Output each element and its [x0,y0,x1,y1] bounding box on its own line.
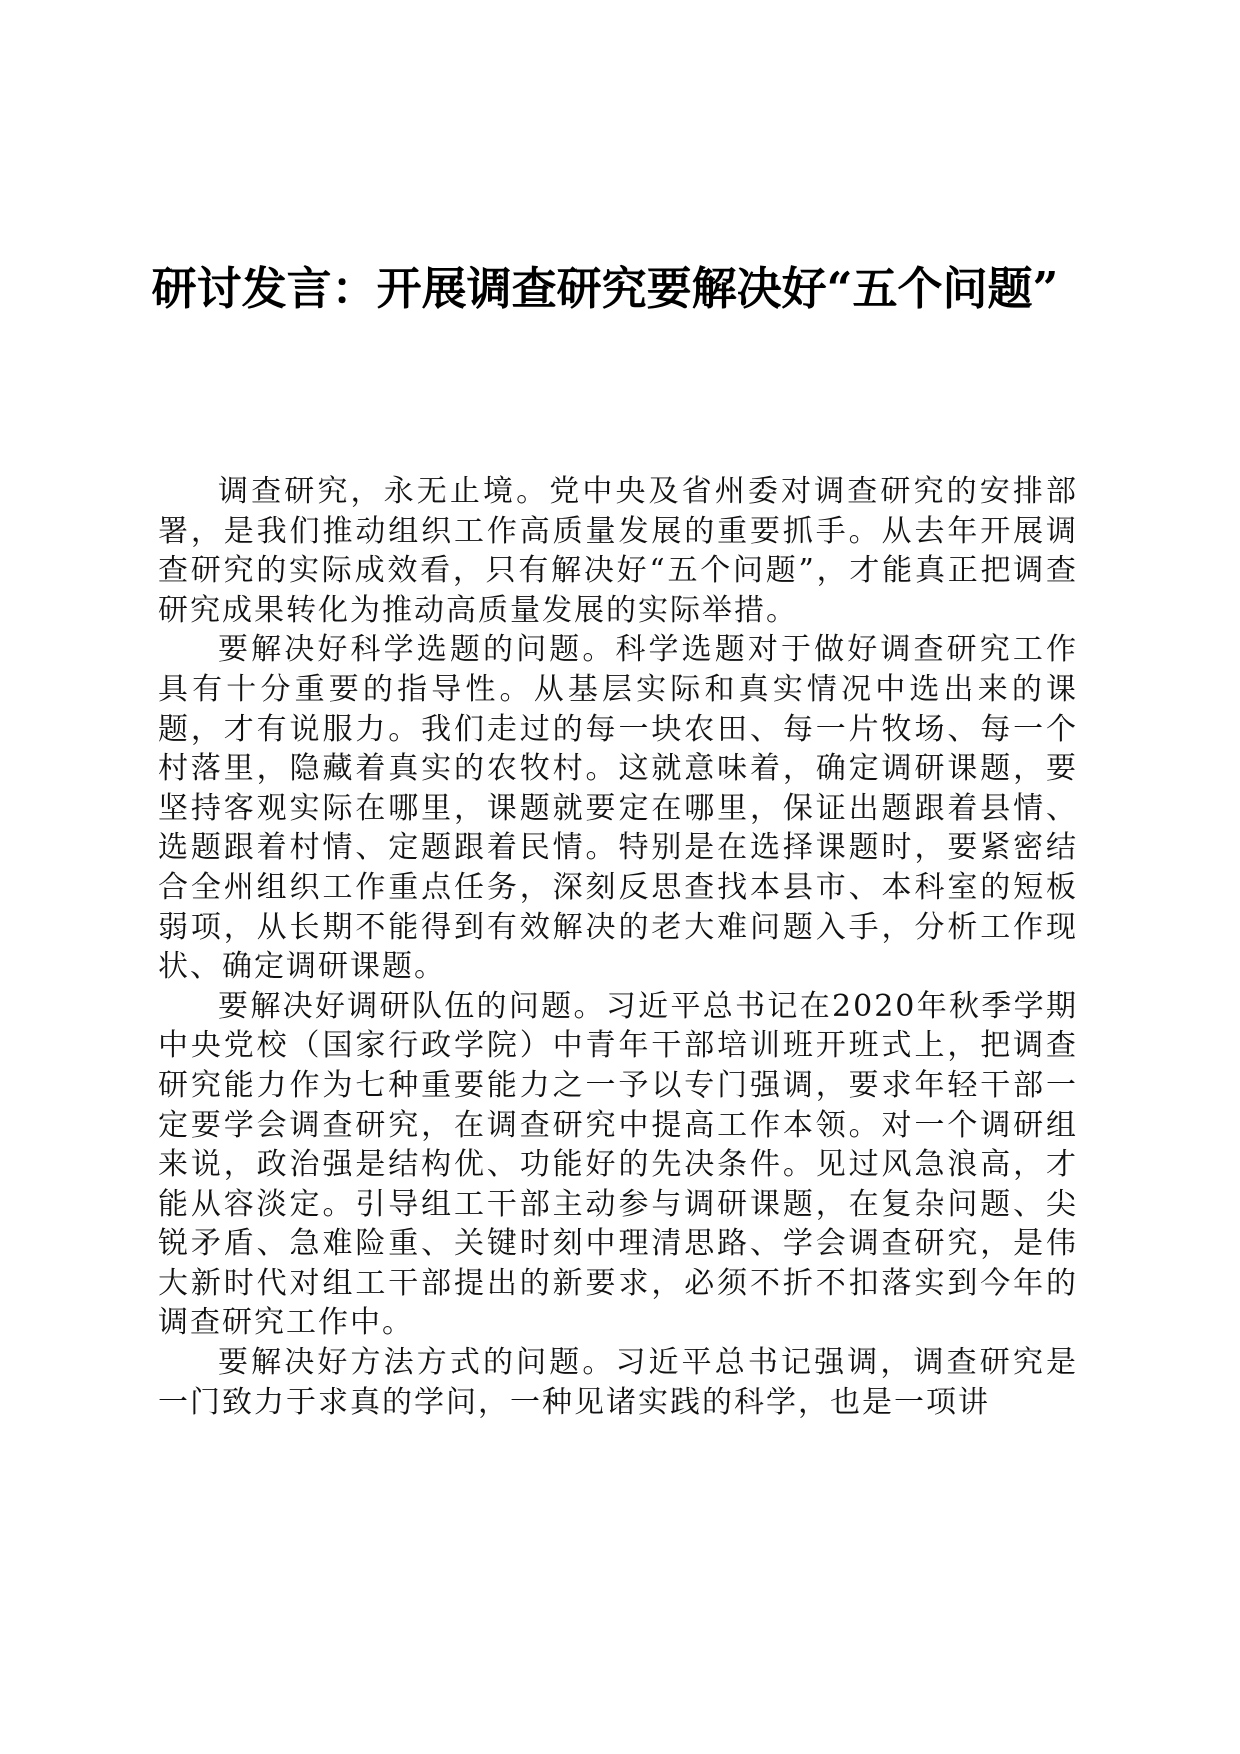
paragraph-topic-selection: 要解决好科学选题的问题。科学选题对于做好调查研究工作具有十分重要的指导性。从基层实际和真实情况中选出来的课题，才有说服力。我们走过的每一块农田、每一片牧场、每一个村落里，隐藏着真实的农牧村。这就意味着，确定调研课题，要坚持客观实际在哪里，课题就要定在哪里，保证出题跟着县情、选题跟着村情、定题跟着民情。特别是在选择课题时，要紧密结合全州组织工作重点任务，深刻反思查找本县市、本科室的短板弱项，从长期不能得到有效解决的老大难问题入手，分析工作现状、确定调研课题。 [158,632,1078,985]
document-title: 研讨发言：开展调查研究要解决好“五个问题” [151,262,1059,315]
document-body [158,472,1078,1422]
paragraph-intro: 调查研究，永无止境。党中央及省州委对调查研究的安排部署，是我们推动组织工作高质量发展的重要抓手。从去年开展调查研究的实际成效看，只有解决好“五个问题”，才能真正把调查研究成果转化为推动高质量发展的实际举措。 [158,474,1078,628]
paragraph-research-team: 要解决好调研队伍的问题。习近平总书记在2020年秋季学期中央党校（国家行政学院）中青年干部培训班开班式上，把调查研究能力作为七种重要能力之一予以专门强调，要求年轻干部一定要学会调查研究，在调查研究中提高工作本领。对一个调研组来说，政治强是结构优、功能好的先决条件。见过风急浪高，才能从容淡定。引导组工干部主动参与调研课题，在复杂问题、尖锐矛盾、急难险重、关键时刻中理清思路、学会调查研究，是伟大新时代对组工干部提出的新要求，必须不折不扣落实到今年的调查研究工作中。 [158,988,1078,1341]
paragraph-methods: 要解决好方法方式的问题。习近平总书记强调，调查研究是一门致力于求真的学问，一种见诸实践的科学，也是一项讲 [158,1345,1078,1420]
